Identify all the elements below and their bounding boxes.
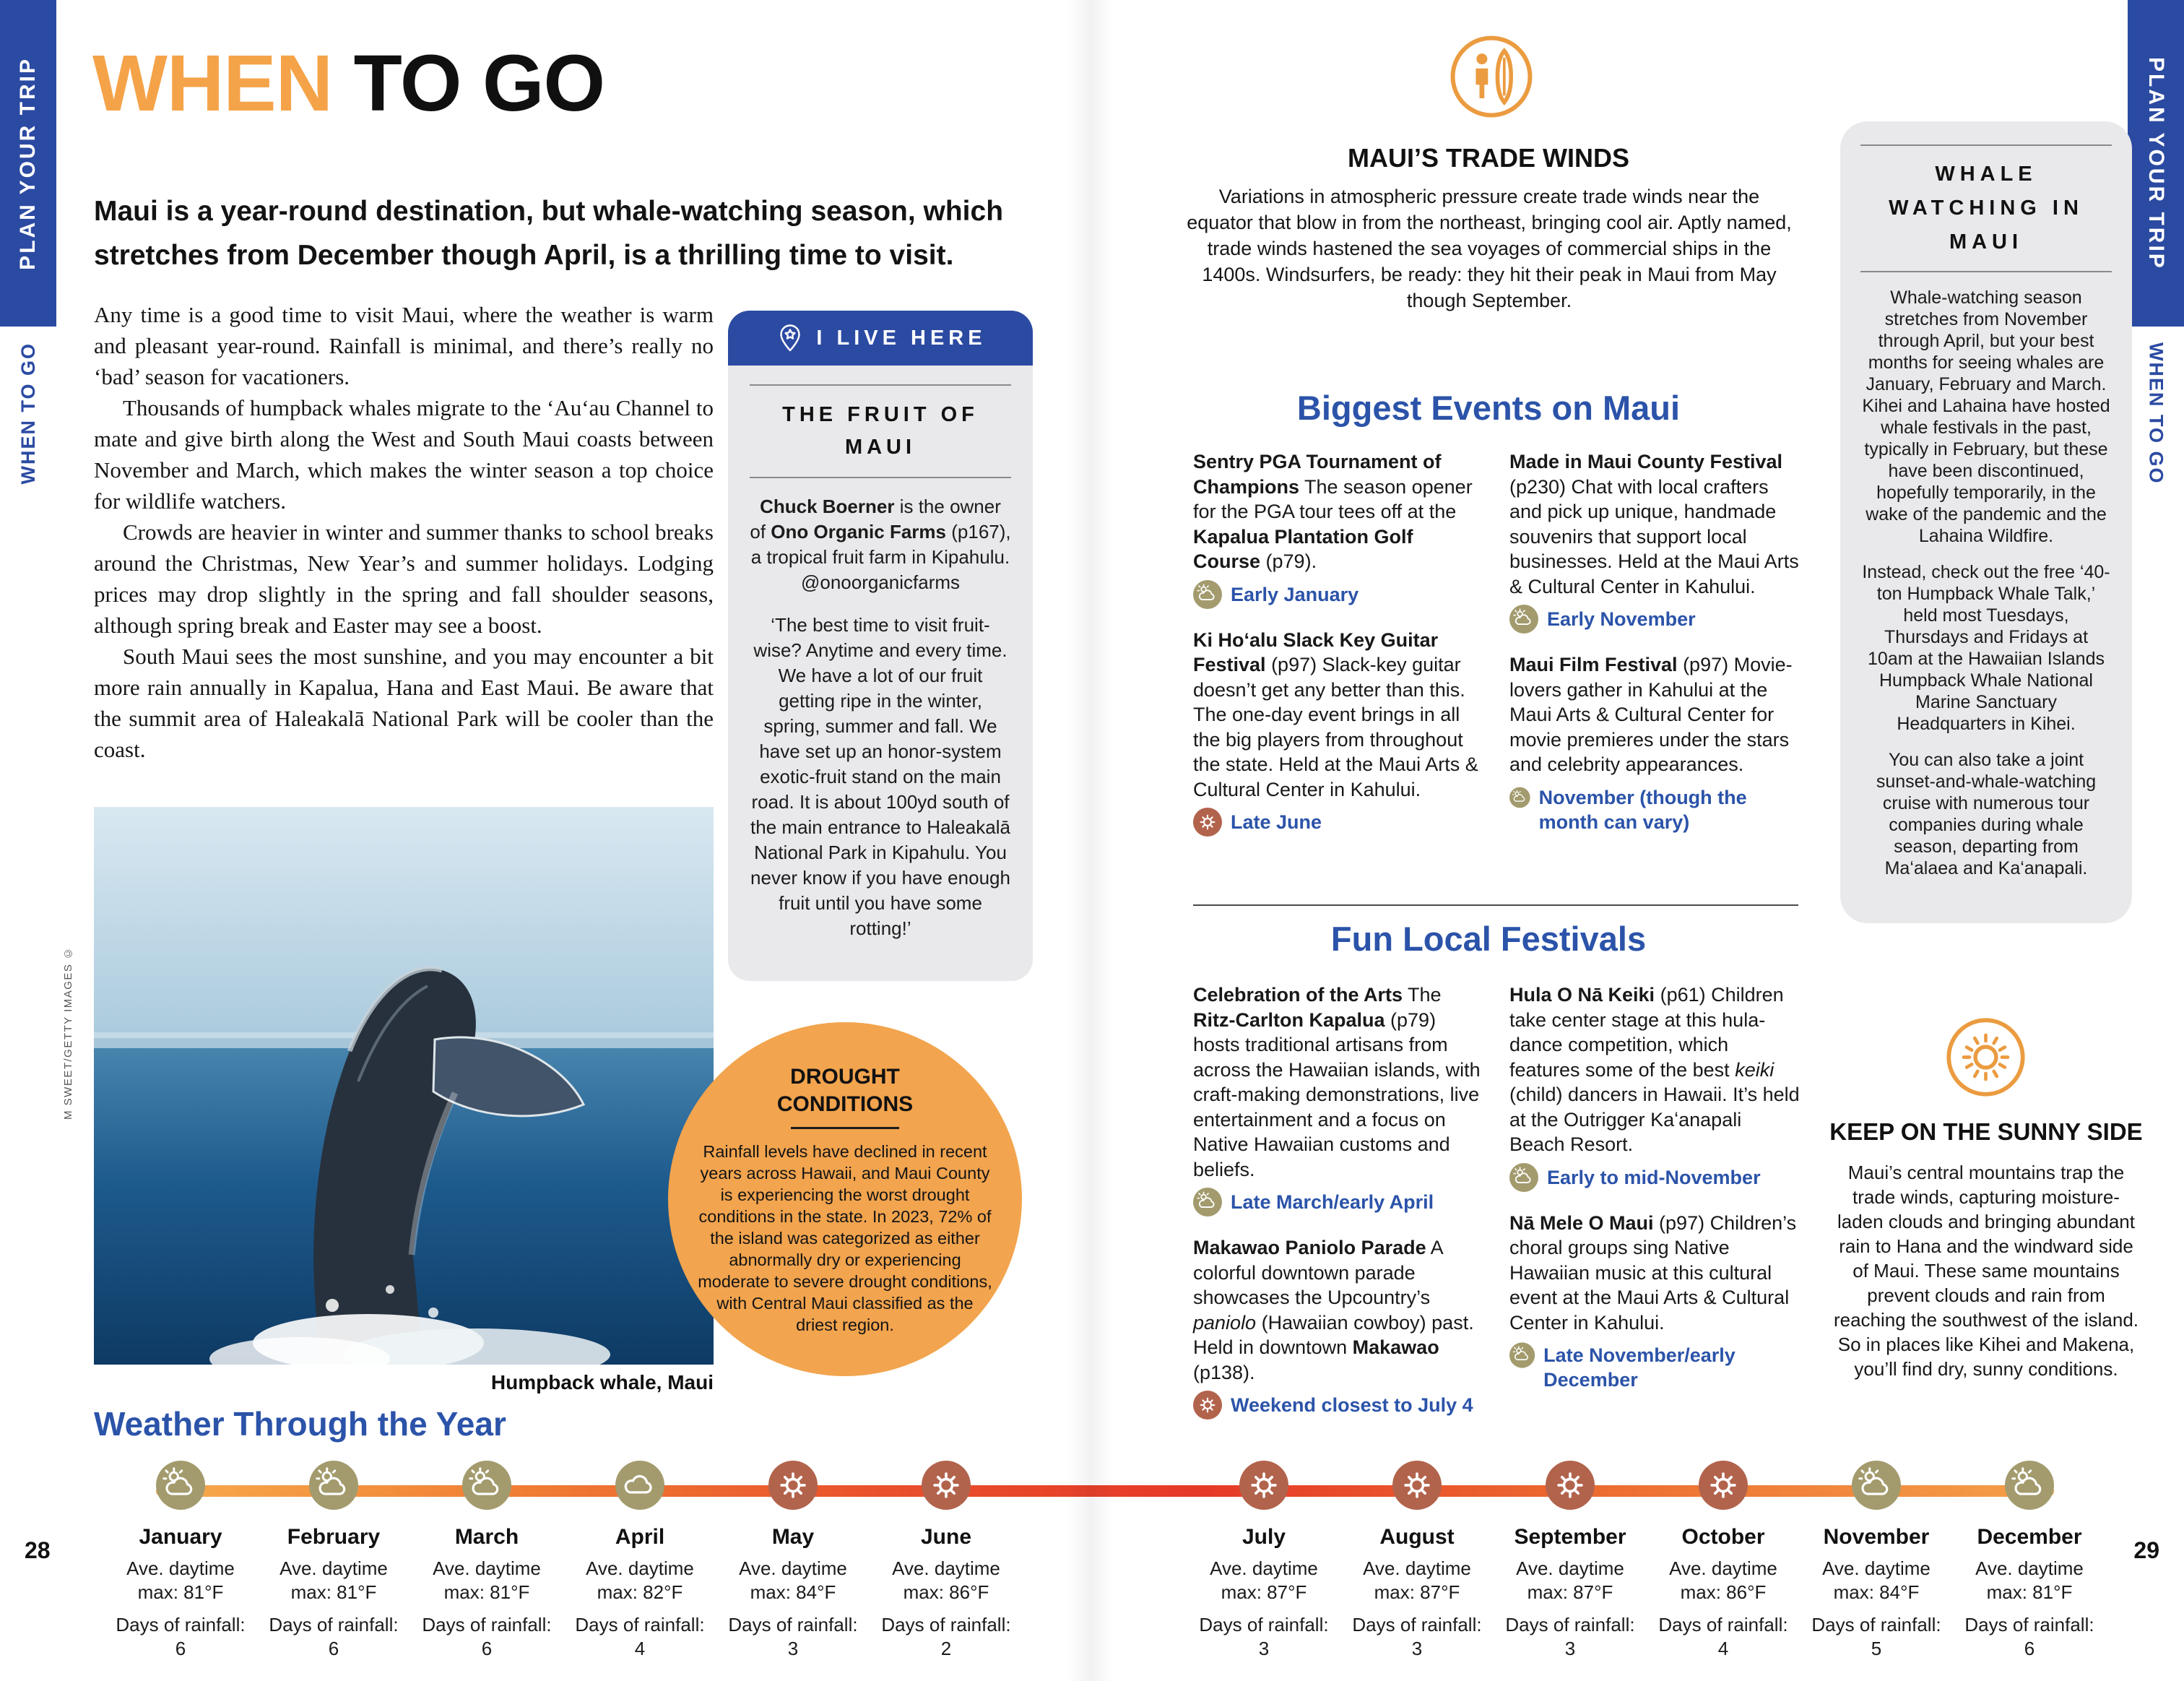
event-date-row [1193,580,1483,609]
month-rainfall: Days of rainfall: 3 [1199,1614,1329,1659]
fun-festivals-grid [1193,982,1800,1438]
month-temp: Ave. daytime max: 84°F [739,1557,847,1603]
i-live-here-bio: Chuck Boerner is the owner of Ono Organic Farms (p167), a tropical fruit farm in Kipahulu. @onoorganicfarms [750,496,1011,593]
month-item [98,1461,264,1661]
events-column [1193,449,1483,855]
intro-paragraph: Crowds are heavier in winter and summer thanks to school breaks around the Christmas, New Year’s and summer holidays. Lodging prices may drop slightly in the spring and fall shoulder seasons, although spring break and Easter may see a boost. [94,519,714,638]
pin-star-icon [774,322,806,354]
sidebar-chapter-label: WHEN TO GO [17,342,39,485]
month-weather-badge [710,1461,876,1513]
intro-paragraph: South Maui sees the most sunshine, and you may encounter a bit more rain annually in Kapalua, Hana and East Maui. Be aware that the summit area of Haleakalā National Park will be cooler than the coast. [94,644,714,762]
event-item [1509,982,1800,1192]
whale-illustration [94,807,714,1365]
sun-cloud-icon [2005,1461,2054,1510]
intro-paragraph: Any time is a good time to visit Maui, where the weather is warm and pleasant year-round. Rainfall is minimal, and there’s really no ‘bad’ season for vacationers. [94,302,714,389]
i-live-here-box [728,311,1033,981]
biggest-events-grid [1193,449,1800,855]
month-item [1640,1461,1806,1661]
drought-body: Rainfall levels have declined in recent years across Hawaii, and Maui County is experiencing the worst drought conditions in the state. In 2023, 72% of the island was categorized as either abnormally dry or experiencing moderate to severe drought conditions, with Central Maui classified as the driest region. [698,1141,992,1334]
month-rainfall: Days of rainfall: 3 [728,1614,858,1659]
month-weather-badge [404,1461,570,1513]
sun-cloud-icon [309,1461,358,1510]
month-name: February [287,1525,381,1549]
i-live-here-title: THE FRUIT OF MAUI [782,403,979,459]
month-rainfall: Days of rainfall: 3 [1352,1614,1482,1659]
event-date-row [1193,1188,1483,1217]
month-rainfall: Days of rainfall: 4 [575,1614,705,1659]
month-item [557,1461,723,1661]
event-date: Weekend closest to July 4 [1231,1394,1473,1416]
section-divider [1193,904,1798,906]
event-date-row [1509,605,1800,634]
month-name: June [920,1525,972,1549]
month-temp: Ave. daytime max: 82°F [586,1557,694,1603]
month-name: November [1823,1525,1930,1549]
event-text: Maui Film Festival (p97) Movie-lovers gather in Kahului at the Maui Arts & Cultural Center for movie premieres under the stars and celebrity appearances. [1509,654,1793,775]
divider [750,384,1011,386]
month-item [1793,1461,1959,1661]
month-name: April [615,1525,665,1549]
month-weather-badge [98,1461,264,1513]
sun-icon [1392,1461,1442,1510]
month-rainfall: Days of rainfall: 6 [1964,1614,2094,1659]
sidebar-left-chapter-tab [0,342,56,530]
month-temp: Ave. daytime max: 84°F [1822,1557,1930,1603]
i-live-here-quote: ‘The best time to visit fruit-wise? Anytime and every time. We have a lot of our fruit getting ripe in the winter, spring, summer and fall. We have set up an honor-system exotic-fruit stand on the main road. It is about 100yd south of the main entrance to Haleakalā National Park in Kipahulu. You never know if you have enough fruit until you have some rotting!’ [750,614,1010,939]
month-weather-badge [1181,1461,1347,1513]
month-temp: Ave. daytime max: 86°F [892,1557,1000,1603]
event-item [1193,1235,1483,1419]
whale-watching-paragraph: Instead, check out the free ‘40-ton Humpback Whale Talk,’ held most Tuesdays, Thursdays and Fridays at 10am at the Hawaiian Islands Humpback Whale National Marine Sanctuary Headquarters in Kihei. [1862,562,2110,734]
event-date: Late June [1231,811,1322,833]
event-text: Ki Hoʻalu Slack Key Guitar Festival (p97) Slack-key guitar doesn’t get any better than this. The one-day event brings in all the big players from throughout the state. Held at the Maui Arts & Cultural Center in Kahului. [1193,628,1478,800]
sun-icon [1546,1461,1595,1510]
event-item [1509,1211,1800,1393]
month-name: December [1977,1525,2082,1549]
month-temp: Ave. daytime max: 81°F [126,1557,235,1603]
sun-cloud-icon [1509,1341,1535,1370]
windsurfer-icon [1448,33,1535,124]
month-rainfall: Days of rainfall: 4 [1658,1614,1788,1659]
whale-watching-paragraphs [1860,287,2112,879]
month-item [863,1461,1029,1661]
sidebar-right-chapter-tab [2128,342,2184,530]
month-rainfall: Days of rainfall: 6 [269,1614,399,1659]
month-weather-badge [1640,1461,1806,1513]
humpback-whale-photo [94,807,714,1365]
event-item [1193,982,1483,1217]
month-name: May [771,1525,815,1549]
month-temp: Ave. daytime max: 81°F [1975,1557,2084,1603]
event-item [1193,449,1483,609]
biggest-events-heading: Biggest Events on Maui [1296,389,1681,427]
divider [1860,144,2112,146]
event-date-row [1509,783,1800,834]
event-date-row [1193,808,1483,837]
page-number-right: 29 [2133,1537,2159,1563]
sun-cloud-icon [1852,1461,1901,1510]
event-text: Sentry PGA Tournament of Champions The season opener for the PGA tour tees off at the Kapalua Plantation Golf Course (p79). [1193,451,1473,572]
event-date-row [1509,1163,1800,1192]
sun-icon [768,1461,818,1510]
sidebar-right-section-tab [2128,0,2184,327]
month-item [1946,1461,2112,1661]
photo-credit: M SWEET/GETTY IMAGES © [62,946,74,1120]
month-item [1334,1461,1500,1661]
intro-paragraph: Thousands of humpback whales migrate to the ʻAuʻau Channel to mate and give birth along the West and South Maui coasts between November and March, which makes the winter season a top choice for wildlife watchers. [94,395,714,514]
sidebar-section-label: PLAN YOUR TRIP [16,56,40,270]
events-column [1509,982,1800,1438]
month-name: August [1379,1525,1455,1549]
weather-heading: Weather Through the Year [94,1405,506,1443]
divider [750,477,1011,478]
event-date: Late March/early April [1231,1191,1434,1213]
month-weather-badge [251,1461,417,1513]
month-rainfall: Days of rainfall: 5 [1811,1614,1941,1659]
event-date: Early January [1231,583,1359,605]
month-temp: Ave. daytime max: 87°F [1363,1557,1471,1603]
event-item [1509,652,1800,834]
month-rainfall: Days of rainfall: 6 [116,1614,246,1659]
fun-festivals-heading: Fun Local Festivals [1330,920,1647,958]
month-name: October [1681,1525,1765,1549]
event-date: Late November/early December [1543,1344,1736,1391]
sun-icon [1944,1016,2027,1102]
event-text: Made in Maui County Festival (p230) Chat with local crafters and pick up unique, handmade souvenirs that support local businesses. Held at the Maui Arts & Cultural Center in Kahului. [1509,451,1799,597]
page-title-rest: TO GO [332,39,605,128]
month-weather-badge [863,1461,1029,1513]
month-item [710,1461,876,1661]
sunny-side-title: KEEP ON THE SUNNY SIDE [1829,1118,2143,1145]
month-weather-badge [1793,1461,1959,1513]
sun-icon [1239,1461,1288,1510]
whale-watching-paragraph: Whale-watching season stretches from November through April, but your best months for seeing whales are January, February and March. Kihei and Lahaina have hosted whale festivals in the past, typically in February, but these have been discontinued, hopefully temporarily, in the wake of the pandemic and the Lahaina Wildfire. [1862,288,2110,546]
page-number-left: 28 [25,1537,51,1563]
event-text: Celebration of the Arts The Ritz-Carlton Kapalua (p79) hosts traditional artisans from across the Hawaiian islands, with craft-making demonstrations, live entertainment and a focus on Native Hawaiian customs and beliefs. [1193,984,1481,1180]
event-date-row [1509,1341,1800,1392]
title-underline [791,1127,899,1129]
month-weather-badge [1946,1461,2112,1513]
sun-cloud-icon [1509,1163,1538,1192]
sun-icon [1699,1461,1748,1510]
month-name: September [1514,1525,1626,1549]
sun-icon [1193,808,1222,837]
event-text: Nā Mele O Maui (p97) Children’s choral groups sing Native Hawaiian music at this cultural event at the Maui Arts & Cultural Center in Kahului. [1509,1211,1797,1334]
sun-cloud-icon [156,1461,205,1510]
event-date: Early to mid-November [1547,1166,1761,1188]
page-subtitle: Maui is a year-round destination, but whale-watching season, which stretches from December though April, is a thrilling time to visit. [94,196,1004,271]
sun-cloud-icon [462,1461,511,1510]
whale-watching-box [1840,121,2132,923]
sidebar-chapter-label: WHEN TO GO [2145,342,2167,485]
sidebar-left-section-tab [0,0,56,327]
i-live-here-header [728,311,1033,366]
drought-conditions-callout [668,1022,1022,1376]
month-item [1181,1461,1347,1661]
sun-icon [1193,1391,1222,1419]
i-live-here-label: I LIVE HERE [816,326,987,350]
photo-caption: Humpback whale, Maui [490,1371,714,1393]
month-name: March [454,1525,519,1549]
whale-watching-title: WHALE WATCHING IN MAUI [1889,163,2084,254]
sunny-side-body: Maui’s central mountains trap the trade winds, capturing moisture-laden clouds and bringing abundant rain to Hana and the windward side of Maui. These same mountains prevent clouds and rain from reaching the southwest of the island. So in places like Kihei and Makena, you’ll find dry, sunny conditions. [1833,1162,2139,1380]
month-weather-badge [1487,1461,1653,1513]
month-temp: Ave. daytime max: 87°F [1210,1557,1318,1603]
intro-paragraphs [94,299,714,765]
trade-winds-body: Variations in atmospheric pressure create trade winds near the equator that blow in from the northeast, bringing cool air. Aptly named, trade winds hastened the sea voyages of commercial ships in the 1400s. Windsurfers, be ready: they hit their peak in Maui from May though September. [1187,186,1792,311]
cloud-icon [615,1461,664,1510]
month-item [251,1461,417,1661]
events-column [1509,449,1800,855]
sun-cloud-icon [1193,1188,1222,1217]
month-weather-badge [1334,1461,1500,1513]
month-name: January [139,1525,222,1549]
event-text: Makawao Paniolo Parade A colorful downtown parade showcases the Upcountry’s paniolo (Hawaiian cowboy) past. Held in downtown Makawao (p138). [1193,1237,1474,1383]
i-live-here-body [728,366,1033,981]
month-temp: Ave. daytime max: 81°F [433,1557,541,1603]
month-temp: Ave. daytime max: 81°F [280,1557,388,1603]
whale-watching-paragraph: You can also take a joint sunset-and-whale-watching cruise with numerous tour companies during whale season, departing from Maʻalaea and Kaʻanapali. [1876,750,2097,878]
month-weather-badge [557,1461,723,1513]
month-rainfall: Days of rainfall: 6 [422,1614,552,1659]
drought-title: DROUGHT CONDITIONS [776,1064,914,1116]
trade-winds-title: MAUI’S TRADE WINDS [1348,143,1629,173]
month-rainfall: Days of rainfall: 3 [1505,1614,1635,1659]
sun-cloud-icon [1193,580,1222,609]
event-item [1509,449,1800,634]
event-date-row [1193,1391,1483,1419]
event-item [1193,628,1483,837]
month-item [1487,1461,1653,1661]
month-name: July [1242,1525,1286,1549]
sidebar-section-label: PLAN YOUR TRIP [2144,56,2168,270]
event-date: November (though the month can vary) [1538,786,1747,833]
events-column [1193,982,1483,1438]
sun-cloud-icon [1509,605,1538,634]
month-temp: Ave. daytime max: 86°F [1669,1557,1777,1603]
page-title [92,39,605,128]
sun-icon [922,1461,971,1510]
month-item [404,1461,570,1661]
event-date: Early November [1547,608,1696,630]
divider [1860,271,2112,272]
month-rainfall: Days of rainfall: 2 [881,1614,1011,1659]
sun-cloud-icon [1509,783,1530,812]
event-text: Hula O Nā Keiki (p61) Children take center stage at this hula-dance competition, which features some of the best keiki (child) dancers in Hawaii. It’s held at the Outrigger Kaʻanapali Beach Resort. [1509,984,1800,1155]
month-temp: Ave. daytime max: 87°F [1516,1557,1624,1603]
page-title-accent: WHEN [92,39,333,128]
